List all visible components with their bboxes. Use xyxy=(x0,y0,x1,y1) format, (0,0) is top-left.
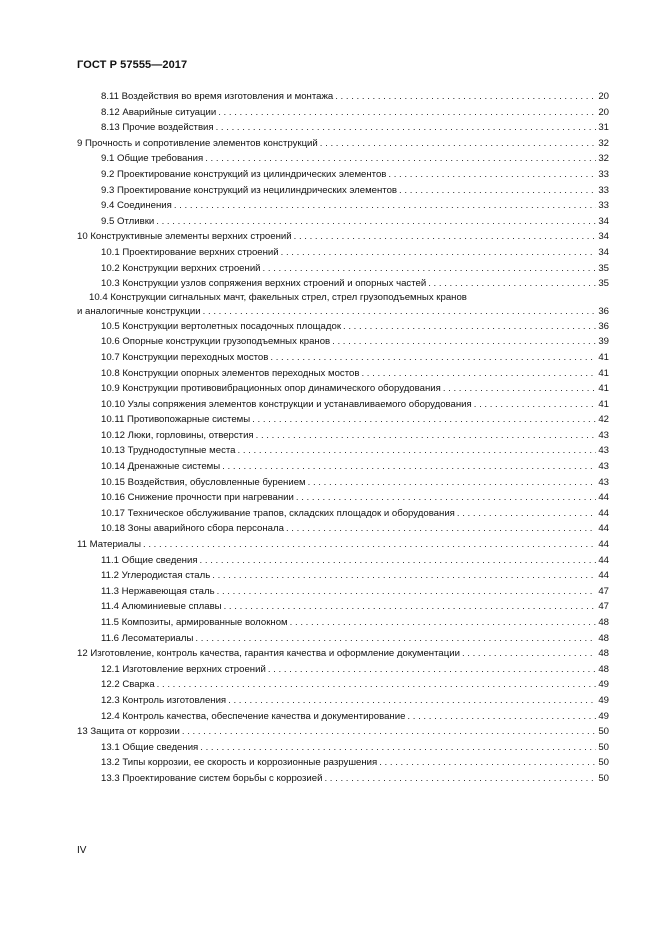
toc-entry[interactable] xyxy=(77,397,609,413)
toc-entry-title: 10.3 Конструкции узлов сопряжения верхних строений и опорных частей xyxy=(101,278,427,290)
toc-entry-title: 10 Конструктивные элементы верхних строений xyxy=(77,231,292,243)
toc-entry-page: 48 xyxy=(598,648,609,660)
toc-entry[interactable] xyxy=(77,771,609,787)
toc-entry-title: 10.17 Техническое обслуживание трапов, складских площадок и оборудования xyxy=(101,507,455,519)
toc-dot-leader xyxy=(332,334,596,350)
toc-entry-title: 13.3 Проектирование систем борьбы с коррозией xyxy=(101,772,323,784)
toc-entry-page: 43 xyxy=(598,461,609,473)
toc-entry-page: 41 xyxy=(598,398,609,410)
toc-entry[interactable] xyxy=(77,709,609,725)
toc-entry[interactable] xyxy=(77,475,609,491)
toc-entry-page: 48 xyxy=(598,617,609,628)
toc-dot-leader xyxy=(343,319,596,335)
toc-entry-title: 13 Защита от коррозии xyxy=(77,726,180,738)
toc-entry-title: 11.1 Общие сведения xyxy=(101,554,198,566)
toc-entry-title: 11.2 Углеродистая сталь xyxy=(101,570,211,582)
toc-entry-title: 13.1 Общие сведения xyxy=(101,741,199,753)
toc-entry-page: 49 xyxy=(598,694,609,706)
toc-entry-page: 44 xyxy=(598,507,609,519)
toc-entry[interactable] xyxy=(77,381,609,397)
toc-dot-leader xyxy=(195,631,596,647)
toc-entry-title: 12.1 Изготовление верхних строений xyxy=(101,663,266,675)
toc-entry-title: 9.3 Проектирование конструкций из нецилиндрических элементов xyxy=(101,184,398,196)
toc-entry-page: 47 xyxy=(598,585,609,597)
toc-dot-leader xyxy=(217,584,597,600)
toc-entry-page: 34 xyxy=(598,231,609,243)
toc-entry[interactable] xyxy=(77,214,609,230)
toc-entry-title: 13.2 Типы коррозии, ее скорость и коррозионные разрушения xyxy=(101,757,378,769)
toc-entry-page: 44 xyxy=(598,523,609,535)
toc-entry-title: 10.5 Конструкции вертолетных посадочных площадок xyxy=(101,320,342,332)
toc-entry-page: 31 xyxy=(598,122,609,134)
toc-dot-leader xyxy=(200,740,596,756)
toc-entry-page: 39 xyxy=(598,336,609,348)
toc-dot-leader xyxy=(361,366,596,382)
toc-entry-page: 50 xyxy=(598,726,609,738)
toc-entry[interactable] xyxy=(77,677,609,693)
toc-entry-title: 12.4 Контроль качества, обеспечение качества и документирование xyxy=(101,710,406,722)
toc-entry[interactable] xyxy=(77,490,609,506)
toc-entry[interactable] xyxy=(77,693,609,709)
toc-entry-page: 33 xyxy=(598,184,609,196)
toc-dot-leader xyxy=(156,214,596,230)
toc-entry-page: 35 xyxy=(598,262,609,274)
toc-entry-title: 9.4 Соединения xyxy=(101,200,172,212)
toc-entry-page: 44 xyxy=(598,539,609,551)
toc-entry-page: 20 xyxy=(598,106,609,118)
toc-entry-page: 42 xyxy=(598,414,609,426)
toc-entry-page: 47 xyxy=(598,601,609,613)
toc-dot-leader xyxy=(296,490,596,506)
toc-entry-title: 10.6 Опорные конструкции грузоподъемных кранов xyxy=(101,336,331,348)
toc-entry-page: 33 xyxy=(598,168,609,180)
toc-dot-leader xyxy=(157,677,597,693)
toc-entry[interactable] xyxy=(77,428,609,444)
toc-entry-title: 10.9 Конструкции противовибрационных опор динамического оборудования xyxy=(101,383,441,395)
toc-entry-page: 43 xyxy=(598,429,609,441)
toc-entry[interactable] xyxy=(77,662,609,678)
toc-entry-title-line1: 10.4 Конструкции сигнальных мачт, факельных стрел, стрел грузоподъемных кранов xyxy=(89,291,467,303)
toc-dot-leader xyxy=(174,198,596,214)
toc-entry-page: 41 xyxy=(598,351,609,363)
toc-entry-page: 33 xyxy=(598,200,609,212)
toc-entry[interactable] xyxy=(77,229,609,245)
toc-entry-title: 10.7 Конструкции переходных мостов xyxy=(101,351,269,363)
toc-entry-page: 34 xyxy=(598,215,609,227)
toc-dot-leader xyxy=(320,136,597,152)
toc-entry[interactable] xyxy=(77,631,609,647)
toc-entry[interactable] xyxy=(77,276,609,292)
toc-entry-page: 48 xyxy=(598,632,609,644)
toc-entry[interactable] xyxy=(77,120,609,136)
toc-entry-title: 9 Прочность и сопротивление элементов конструкций xyxy=(77,137,318,149)
toc-entry-title: 10.18 Зоны аварийного сбора персонала xyxy=(101,523,284,535)
toc-entry-page: 36 xyxy=(598,305,609,317)
toc-dot-leader xyxy=(216,120,597,136)
page-number: IV xyxy=(77,845,87,856)
toc-entry[interactable] xyxy=(77,350,609,366)
toc-dot-leader xyxy=(263,261,597,277)
toc-entry-title: 8.11 Воздействия во время изготовления и монтажа xyxy=(101,91,334,102)
toc-entry-title: 11.3 Нержавеющая сталь xyxy=(101,585,215,597)
toc-entry[interactable] xyxy=(77,599,609,615)
toc-entry-page: 41 xyxy=(598,367,609,379)
toc-entry[interactable] xyxy=(77,334,609,350)
toc-dot-leader xyxy=(268,662,597,678)
toc-entry[interactable] xyxy=(77,89,609,105)
toc-entry-title: 10.1 Проектирование верхних строений xyxy=(101,246,279,258)
toc-entry-page: 36 xyxy=(598,320,609,332)
toc-dot-leader xyxy=(228,693,596,709)
toc-entry[interactable] xyxy=(77,740,609,756)
toc-dot-leader xyxy=(238,443,597,459)
toc-entry[interactable] xyxy=(77,755,609,771)
toc-entry-page: 49 xyxy=(598,679,609,691)
toc-dot-leader xyxy=(224,599,597,615)
toc-entry[interactable] xyxy=(77,615,609,631)
toc-entry-page: 48 xyxy=(598,663,609,675)
toc-entry-title: 11.5 Композиты, армированные волокном xyxy=(101,617,288,628)
toc-entry[interactable] xyxy=(77,537,609,553)
toc-dot-leader xyxy=(428,276,596,292)
toc-entry[interactable] xyxy=(77,553,609,569)
toc-dot-leader xyxy=(143,537,596,553)
toc-entry[interactable] xyxy=(77,412,609,428)
toc-entry-title: 11.4 Алюминиевые сплавы xyxy=(101,601,222,613)
toc-entry[interactable] xyxy=(77,136,609,152)
toc-dot-leader xyxy=(462,646,596,662)
toc-entry-page: 32 xyxy=(598,137,609,149)
toc-entry-page: 34 xyxy=(598,246,609,258)
toc-entry[interactable] xyxy=(77,506,609,522)
toc-entry[interactable] xyxy=(77,724,609,740)
toc-dot-leader xyxy=(200,553,597,569)
toc-entry[interactable] xyxy=(77,459,609,475)
toc-entry-page: 35 xyxy=(598,278,609,290)
toc-entry-page: 44 xyxy=(598,570,609,582)
toc-entry-title: 10.11 Противопожарные системы xyxy=(101,414,251,426)
toc-entry[interactable] xyxy=(77,105,609,121)
toc-entry-page: 41 xyxy=(598,383,609,395)
toc-entry[interactable] xyxy=(77,183,609,199)
toc-dot-leader xyxy=(388,167,596,183)
toc-entry[interactable] xyxy=(77,198,609,214)
toc-entry-title: 10.15 Воздействия, обусловленные бурением xyxy=(101,476,306,488)
toc-entry-title: 12.3 Контроль изготовления xyxy=(101,694,227,706)
toc-dot-leader xyxy=(203,304,597,319)
toc-entry-page: 50 xyxy=(598,772,609,784)
toc-dot-leader xyxy=(407,709,596,725)
toc-dot-leader xyxy=(474,397,597,413)
toc-entry[interactable] xyxy=(77,151,609,167)
toc-entry-title: 10.10 Узлы сопряжения элементов конструкции и устанавливаемого оборудования xyxy=(101,398,472,410)
toc-entry[interactable] xyxy=(77,568,609,584)
table-of-contents xyxy=(77,89,609,787)
toc-entry[interactable] xyxy=(77,319,609,335)
toc-entry-page: 43 xyxy=(598,476,609,488)
toc-dot-leader xyxy=(379,755,596,771)
toc-entry[interactable] xyxy=(77,292,609,319)
toc-entry[interactable] xyxy=(77,261,609,277)
toc-dot-leader xyxy=(294,229,597,245)
toc-dot-leader xyxy=(212,568,596,584)
toc-dot-leader xyxy=(286,521,596,537)
toc-entry[interactable] xyxy=(77,521,609,537)
document-header: ГОСТ Р 57555—2017 xyxy=(77,59,188,71)
toc-entry-page: 50 xyxy=(598,757,609,769)
toc-dot-leader xyxy=(270,350,596,366)
toc-entry[interactable] xyxy=(77,646,609,662)
toc-entry[interactable] xyxy=(77,584,609,600)
toc-entry-page: 50 xyxy=(598,741,609,753)
toc-entry-title: 10.16 Снижение прочности при нагревании xyxy=(101,492,294,504)
toc-entry[interactable] xyxy=(77,167,609,183)
toc-dot-leader xyxy=(252,412,596,428)
toc-dot-leader xyxy=(218,105,596,121)
toc-entry-title: 8.12 Аварийные ситуации xyxy=(101,106,217,118)
toc-dot-leader xyxy=(308,475,597,491)
toc-dot-leader xyxy=(443,381,597,397)
toc-entry-page: 44 xyxy=(598,554,609,566)
toc-dot-leader xyxy=(281,245,597,261)
toc-entry-title: и аналогичные конструкции xyxy=(77,305,201,317)
toc-entry-page: 44 xyxy=(598,492,609,504)
toc-entry-page: 20 xyxy=(598,91,609,102)
toc-dot-leader xyxy=(256,428,597,444)
toc-entry[interactable] xyxy=(77,245,609,261)
toc-entry-title: 10.13 Труднодоступные места xyxy=(101,445,236,457)
toc-entry-page: 43 xyxy=(598,445,609,457)
toc-entry[interactable] xyxy=(77,443,609,459)
toc-dot-leader xyxy=(399,183,596,199)
toc-entry-title: 11 Материалы xyxy=(77,539,141,551)
toc-entry-title: 10.12 Люки, горловины, отверстия xyxy=(101,429,254,441)
toc-dot-leader xyxy=(182,724,596,740)
toc-dot-leader xyxy=(222,459,596,475)
toc-entry-title: 12.2 Сварка xyxy=(101,679,155,691)
toc-entry-title: 11.6 Лесоматериалы xyxy=(101,632,194,644)
toc-dot-leader xyxy=(290,615,597,631)
toc-entry-title: 12 Изготовление, контроль качества, гарантия качества и оформление документации xyxy=(77,648,460,660)
toc-entry-page: 49 xyxy=(598,710,609,722)
toc-dot-leader xyxy=(335,89,596,105)
toc-entry-title: 10.8 Конструкции опорных элементов переходных мостов xyxy=(101,367,360,379)
toc-entry-title: 9.2 Проектирование конструкций из цилиндрических элементов xyxy=(101,168,387,180)
toc-entry-title: 9.1 Общие требования xyxy=(101,153,204,165)
toc-entry-title: 10.14 Дренажные системы xyxy=(101,461,221,473)
toc-entry-title: 8.13 Прочие воздействия xyxy=(101,122,214,134)
toc-dot-leader xyxy=(324,771,596,787)
toc-entry-title: 10.2 Конструкции верхних строений xyxy=(101,262,261,274)
toc-entry-page: 32 xyxy=(598,153,609,165)
toc-dot-leader xyxy=(205,151,596,167)
toc-dot-leader xyxy=(457,506,596,522)
toc-entry-title: 9.5 Отливки xyxy=(101,215,155,227)
toc-entry[interactable] xyxy=(77,366,609,382)
